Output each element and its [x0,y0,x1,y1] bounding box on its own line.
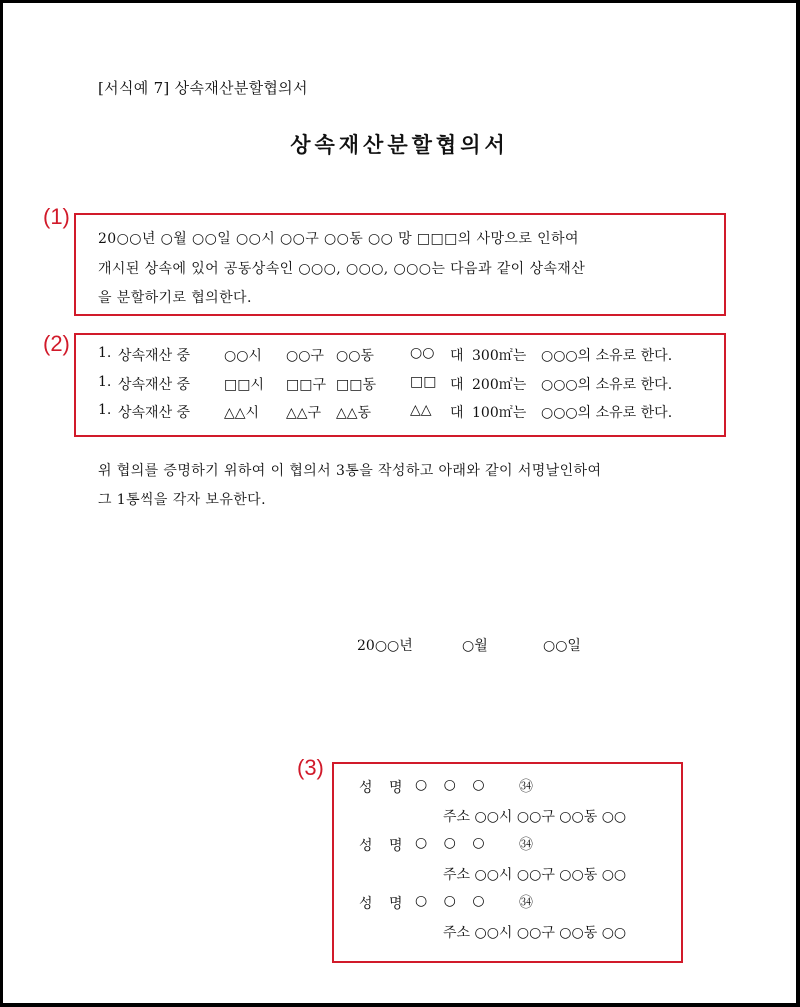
item-number: 1. [98,402,112,418]
signer-address: 주소 ○○시 ○○구 ○○동 ○○ [443,809,627,825]
item-number: 1. [98,345,112,361]
form-label: [서식예 7] 상속재산분할협의서 [98,79,308,97]
item-prefix: 상속재산 중 [118,348,191,364]
section-marker-1: (1) [43,204,70,229]
item-land: 대 [450,348,464,364]
item-number: 1. [98,374,112,390]
item-dong: □□동 [336,377,376,393]
name-label: 성 명 [359,838,409,854]
item-gu: ○○구 [286,348,324,364]
name-label: 성 명 [359,896,409,912]
section-1-line-3: 을 분할하기로 협의한다. [98,290,252,306]
item-prefix: 상속재산 중 [118,405,191,421]
signer-name: ○ ○ ○ [415,893,491,909]
item-city: □□시 [224,377,264,393]
date-month: ○월 [462,638,488,654]
seal-mark: ㉞ [519,895,533,911]
item-lot: ○○ [410,345,435,361]
item-gu: △△구 [286,405,322,421]
section-marker-2: (2) [43,331,70,356]
closing-line-1: 위 협의를 증명하기 위하여 이 협의서 3통을 작성하고 아래와 같이 서명날인하여 [98,463,602,479]
item-city: △△시 [224,405,260,421]
document-title: 상속재산분할협의서 [290,132,509,157]
seal-mark: ㉞ [519,837,533,853]
signer-address: 주소 ○○시 ○○구 ○○동 ○○ [443,925,627,941]
item-owner: ○○○의 소유로 한다. [541,405,673,421]
section-1-line-1: 20○○년 ○월 ○○일 ○○시 ○○구 ○○동 ○○ 망 □□□의 사망으로 인하여 [98,231,579,247]
item-owner: ○○○의 소유로 한다. [541,377,673,393]
item-area: 100㎡는 [472,405,527,421]
date-year: 20○○년 [357,638,413,654]
item-owner: ○○○의 소유로 한다. [541,348,673,364]
item-area: 300㎡는 [472,348,527,364]
signer-name: ○ ○ ○ [415,835,491,851]
date-day: ○○일 [543,638,581,654]
item-city: ○○시 [224,348,262,364]
signer-name: ○ ○ ○ [415,777,491,793]
seal-mark: ㉞ [519,779,533,795]
item-lot: △△ [410,402,432,418]
closing-line-2: 그 1통씩을 각자 보유한다. [98,492,266,508]
item-dong: ○○동 [336,348,374,364]
item-land: 대 [450,377,464,393]
item-land: 대 [450,405,464,421]
item-area: 200㎡는 [472,377,527,393]
item-lot: □□ [410,374,437,390]
section-1-line-2: 개시된 상속에 있어 공동상속인 ○○○, ○○○, ○○○는 다음과 같이 상속재산 [98,261,586,277]
section-marker-3: (3) [297,755,324,780]
name-label: 성 명 [359,780,409,796]
signer-address: 주소 ○○시 ○○구 ○○동 ○○ [443,867,627,883]
item-prefix: 상속재산 중 [118,377,191,393]
item-dong: △△동 [336,405,372,421]
item-gu: □□구 [286,377,326,393]
